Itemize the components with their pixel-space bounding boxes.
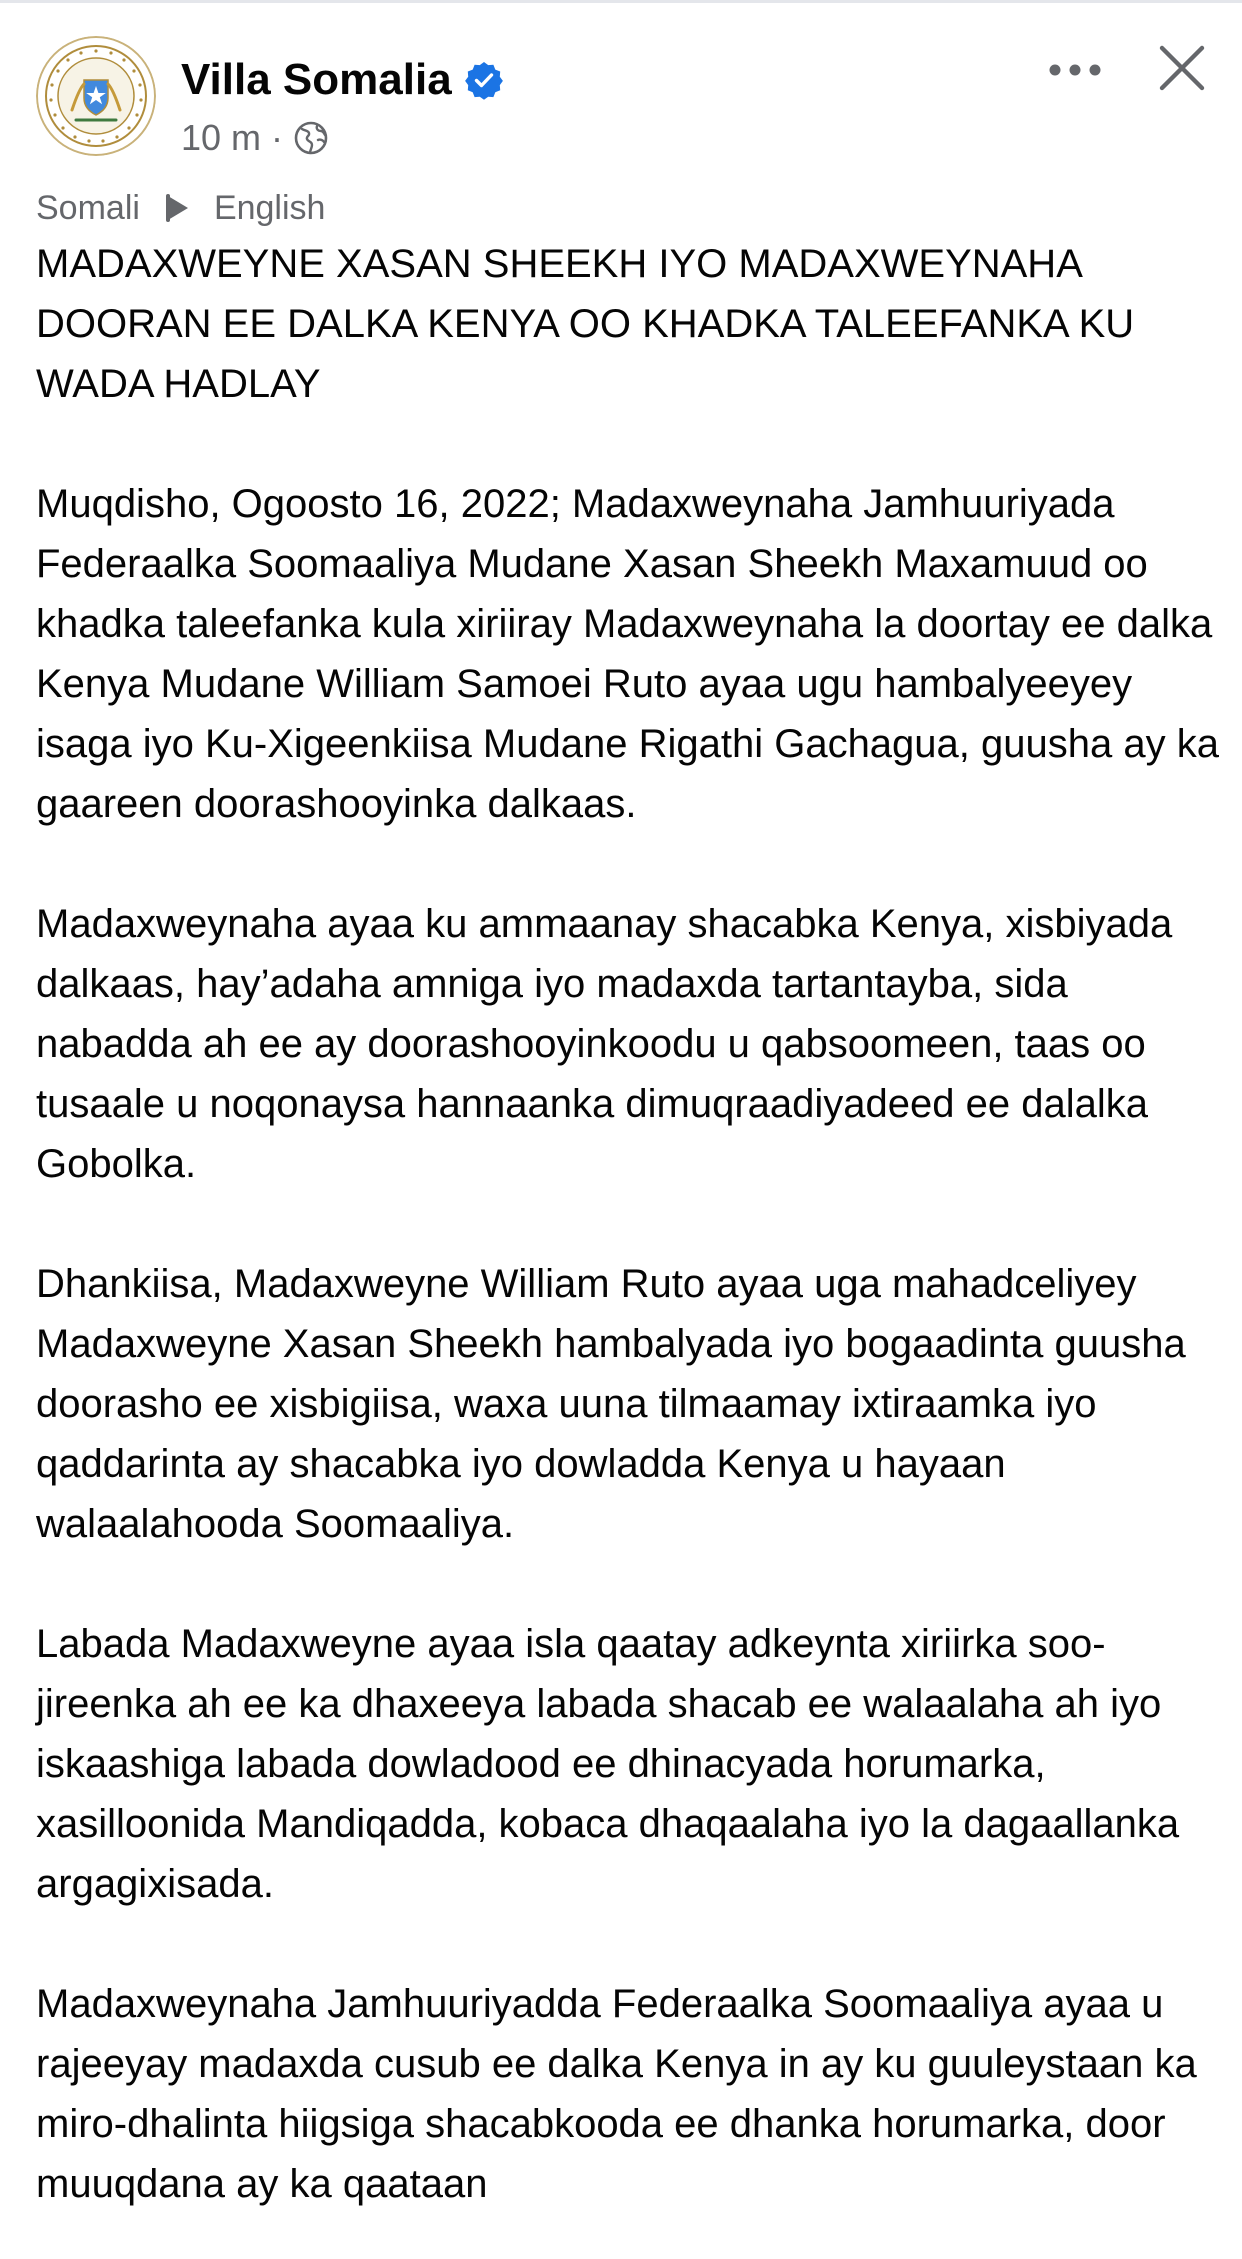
post-timestamp[interactable]: 10 m <box>181 117 262 158</box>
source-language: Somali <box>36 189 140 227</box>
target-language[interactable]: English <box>213 189 326 227</box>
post-paragraph: Muqdisho, Ogoosto 16, 2022; Madaxweynaha Jamhuuriyada Federaalka Soomaaliya Mudane Xasan Sheekh Maxamuud oo khadka taleefanka kula xiriiray Madaxweynaha la doortay ee dalka Kenya Mudane William Samoei Ruto ayaa ugu hambalyeeyey isaga iyo Ku-Xigeenkiisa Mudane Rigathi Gachagua, guusha ay ka gaareen doorashooyinka dalkaas. <box>36 482 1219 826</box>
verified-badge-icon <box>464 60 504 100</box>
top-divider <box>0 0 1242 3</box>
page-name-link[interactable] <box>181 52 504 108</box>
villa-somalia-seal-icon <box>36 36 156 156</box>
globe-icon[interactable] <box>293 120 329 156</box>
post-paragraph: Labada Madaxweyne ayaa isla qaatay adkeynta xiriirka soo-jireenka ah ee ka dhaxeeya labada shacab ee walaalaha ah iyo iskaashiga labada dowladood ee dhinacyada horumarka, xasilloonida Mandiqadda, kobaca dhaqaalaha iyo la dagaallanka argagixisada. <box>36 1622 1180 1906</box>
meta-separator: · <box>271 117 284 158</box>
post-meta <box>181 116 329 160</box>
post-headline: MADAXWEYNE XASAN SHEEKH IYO MADAXWEYNAHA DOORAN EE DALKA KENYA OO KHADKA TALEEFANKA KU WADA HADLAY <box>36 242 1135 406</box>
translation-indicator[interactable] <box>36 186 325 230</box>
post-paragraph: Madaxweynaha Jamhuuriyadda Federaalka Soomaaliya ayaa u rajeeyay madaxda cusub ee dalka Kenya in ay ku guuleystaan ka miro-dhalinta hiigsiga shacabkooda ee dhanka horumarka, door muuqdana ay ka qaataan <box>36 1982 1197 2206</box>
post-paragraph: Madaxweynaha ayaa ku ammaanay shacabka Kenya, xisbiyada dalkaas, hay’adaha amniga iyo madaxda tartantayba, sida nabadda ah ee ay doorashooyinkoodu u qabsoomeen, taas oo tusaale u noqonaysa hannaanka dimuqraadiyadeed ee dalalka Gobolka. <box>36 902 1173 1186</box>
page-avatar[interactable] <box>36 36 156 156</box>
translate-arrow-icon <box>164 193 192 223</box>
close-icon <box>1156 42 1208 94</box>
post-paragraph: Dhankiisa, Madaxweyne William Ruto ayaa uga mahadceliyey Madaxweyne Xasan Sheekh hambalyada iyo bogaadinta guusha doorasho ee xisbigiisa, waxa uuna tilmaamay ixtiraamka iyo qaddarinta ay shacabka iyo dowladda Kenya u hayaan walaalahooda Soomaaliya. <box>36 1262 1186 1546</box>
more-options-button[interactable] <box>1040 40 1110 100</box>
post-body <box>36 234 1226 2214</box>
more-options-icon <box>1047 62 1103 78</box>
page-name-text[interactable]: Villa Somalia <box>181 55 452 104</box>
close-button[interactable] <box>1150 36 1214 100</box>
